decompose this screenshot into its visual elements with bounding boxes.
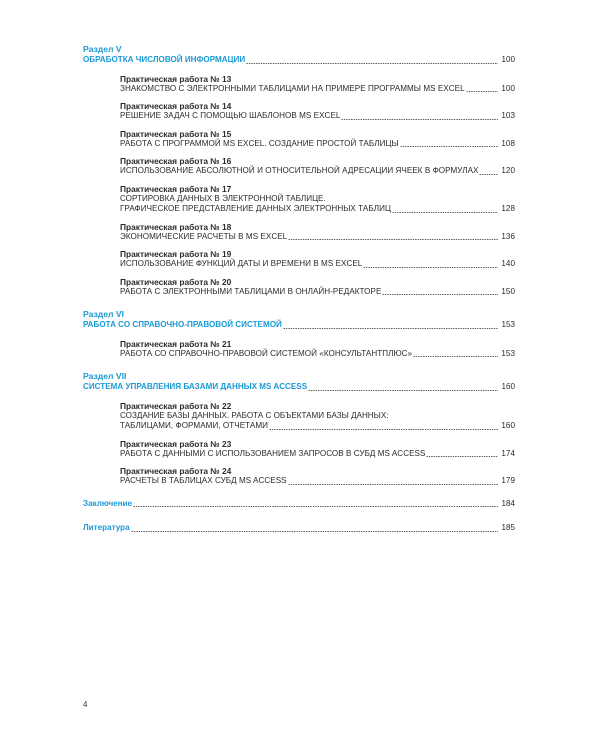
page-ref: 174 xyxy=(501,448,515,458)
dot-leader xyxy=(466,91,498,92)
section-items xyxy=(83,339,515,360)
dot-leader xyxy=(341,119,498,120)
page-ref: 160 xyxy=(501,382,515,391)
entry-title: ИСПОЛЬЗОВАНИЕ ФУНКЦИЙ ДАТЫ И ВРЕМЕНИ В MS EXCEL xyxy=(120,259,363,268)
toc-entry-14[interactable] xyxy=(120,101,515,122)
entry-title-row xyxy=(120,349,515,360)
section-items xyxy=(83,401,515,487)
toc-entry-16[interactable] xyxy=(120,156,515,177)
table-of-contents xyxy=(83,44,515,548)
dot-leader xyxy=(269,429,498,430)
page-ref: 140 xyxy=(501,259,515,268)
page-number: 4 xyxy=(83,700,88,709)
toc-entry-15[interactable] xyxy=(120,129,515,150)
dot-leader xyxy=(283,328,498,329)
page-ref: 153 xyxy=(501,320,515,329)
toc-entry-23[interactable] xyxy=(120,439,515,460)
page-ref: 108 xyxy=(501,138,515,148)
page-ref: 100 xyxy=(501,83,515,93)
dot-leader xyxy=(246,63,498,64)
page-ref: 160 xyxy=(501,421,515,430)
dot-leader xyxy=(288,484,498,485)
section-title-row[interactable] xyxy=(83,382,515,393)
entry-title: ГРАФИЧЕСКОЕ ПРЕДСТАВЛЕНИЕ ДАННЫХ ЭЛЕКТРОННЫХ ТАБЛИЦ xyxy=(120,204,391,213)
entry-title-row xyxy=(120,259,515,270)
toc-references[interactable] xyxy=(83,523,515,534)
entry-label: Практическая работа № 21 xyxy=(120,338,232,349)
section-title-row[interactable] xyxy=(83,320,515,331)
page-ref: 153 xyxy=(501,348,515,358)
page-ref: 120 xyxy=(501,166,515,175)
conclusion-title: Заключение xyxy=(83,498,133,508)
entry-label: Практическая работа № 13 xyxy=(120,73,232,84)
entry-title: РАБОТА С ДАННЫМИ С ИСПОЛЬЗОВАНИЕМ ЗАПРОСОВ В СУБД MS ACCESS xyxy=(120,448,426,458)
toc-conclusion[interactable] xyxy=(83,499,515,510)
entry-title-line: СОРТИРОВКА ДАННЫХ В ЭЛЕКТРОННОЙ ТАБЛИЦЕ. xyxy=(120,193,326,203)
page-ref: 103 xyxy=(501,111,515,120)
entry-title: ИСПОЛЬЗОВАНИЕ АБСОЛЮТНОЙ И ОТНОСИТЕЛЬНОЙ АДРЕСАЦИИ ЯЧЕЕК В ФОРМУЛАХ xyxy=(120,166,479,175)
page-ref: 185 xyxy=(501,523,515,532)
page-ref: 128 xyxy=(501,204,515,213)
entry-label: Практическая работа № 23 xyxy=(120,438,232,449)
entry-title-row xyxy=(120,166,515,177)
entry-title: ТАБЛИЦАМИ, ФОРМАМИ, ОТЧЕТАМИ xyxy=(120,421,268,430)
entry-label: Практическая работа № 22 xyxy=(120,400,232,411)
dot-leader xyxy=(382,294,498,295)
entry-label: Практическая работа № 14 xyxy=(120,101,232,111)
dot-leader xyxy=(363,267,498,268)
section-vi xyxy=(83,309,515,359)
dot-leader xyxy=(400,146,498,147)
section-items xyxy=(83,74,515,298)
dot-leader xyxy=(479,174,498,175)
page-ref: 136 xyxy=(501,231,515,241)
section-title-row[interactable] xyxy=(83,55,515,66)
section-title: СИСТЕМА УПРАВЛЕНИЯ БАЗАМИ ДАННЫХ MS ACCESS xyxy=(83,382,308,391)
references-row xyxy=(83,523,515,534)
entry-title-row xyxy=(120,84,515,95)
section-v xyxy=(83,44,515,297)
entry-title-row xyxy=(120,449,515,460)
page-ref: 184 xyxy=(501,498,515,508)
entry-title: РЕШЕНИЕ ЗАДАЧ С ПОМОЩЬЮ ШАБЛОНОВ MS EXCEL xyxy=(120,111,341,120)
entry-title-line: СОЗДАНИЕ БАЗЫ ДАННЫХ. РАБОТА С ОБЪЕКТАМИ БАЗЫ ДАННЫХ: xyxy=(120,410,389,420)
entry-label: Практическая работа № 17 xyxy=(120,183,232,194)
section-label: Раздел V xyxy=(83,44,122,54)
dot-leader xyxy=(308,390,498,391)
entry-label: Практическая работа № 20 xyxy=(120,276,232,287)
page-ref: 150 xyxy=(501,286,515,296)
entry-title-row xyxy=(120,287,515,298)
toc-entry-24[interactable] xyxy=(120,466,515,487)
toc-entry-13[interactable] xyxy=(120,74,515,95)
page-ref: 100 xyxy=(501,55,515,64)
entry-label: Практическая работа № 16 xyxy=(120,156,232,166)
toc-entry-20[interactable] xyxy=(120,277,515,298)
references-title: Литература xyxy=(83,523,130,532)
entry-title-row xyxy=(120,232,515,243)
entry-label: Практическая работа № 19 xyxy=(120,249,232,259)
dot-leader xyxy=(413,356,498,357)
entry-title-row xyxy=(120,476,515,487)
entry-label: Практическая работа № 18 xyxy=(120,221,232,232)
toc-entry-22[interactable] xyxy=(120,401,515,432)
toc-entry-21[interactable] xyxy=(120,339,515,360)
entry-title-row xyxy=(120,111,515,122)
entry-title-row xyxy=(120,139,515,150)
entry-title: РАБОТА СО СПРАВОЧНО-ПРАВОВОЙ СИСТЕМОЙ «КОНСУЛЬТАНТПЛЮС» xyxy=(120,348,413,358)
dot-leader xyxy=(133,506,498,507)
dot-leader xyxy=(288,239,498,240)
entry-title: ЗНАКОМСТВО С ЭЛЕКТРОННЫМИ ТАБЛИЦАМИ НА ПРИМЕРЕ ПРОГРАММЫ MS EXCEL xyxy=(120,83,465,93)
entry-label: Практическая работа № 15 xyxy=(120,128,232,139)
toc-entry-19[interactable] xyxy=(120,249,515,270)
entry-title: РАБОТА С ЭЛЕКТРОННЫМИ ТАБЛИЦАМИ В ОНЛАЙН-РЕДАКТОРЕ xyxy=(120,286,382,296)
entry-title-row xyxy=(120,204,515,215)
section-title: ОБРАБОТКА ЧИСЛОВОЙ ИНФОРМАЦИИ xyxy=(83,55,246,64)
entry-title: РАСЧЕТЫ В ТАБЛИЦАХ СУБД MS ACCESS xyxy=(120,476,287,485)
entry-title: ЭКОНОМИЧЕСКИЕ РАСЧЕТЫ В MS EXCEL xyxy=(120,231,288,241)
dot-leader xyxy=(392,212,498,213)
toc-entry-18[interactable] xyxy=(120,222,515,243)
section-title: РАБОТА СО СПРАВОЧНО-ПРАВОВОЙ СИСТЕМОЙ xyxy=(83,320,282,329)
conclusion-row xyxy=(83,499,515,510)
entry-title-row xyxy=(120,421,515,432)
entry-title: РАБОТА С ПРОГРАММОЙ MS EXCEL. СОЗДАНИЕ ПРОСТОЙ ТАБЛИЦЫ xyxy=(120,138,399,148)
dot-leader xyxy=(426,456,498,457)
page-ref: 179 xyxy=(501,476,515,485)
section-label: Раздел VII xyxy=(83,371,127,381)
dot-leader xyxy=(131,531,498,532)
entry-label: Практическая работа № 24 xyxy=(120,466,232,476)
toc-entry-17[interactable] xyxy=(120,184,515,215)
section-vii xyxy=(83,371,515,487)
section-label: Раздел VI xyxy=(83,309,124,319)
